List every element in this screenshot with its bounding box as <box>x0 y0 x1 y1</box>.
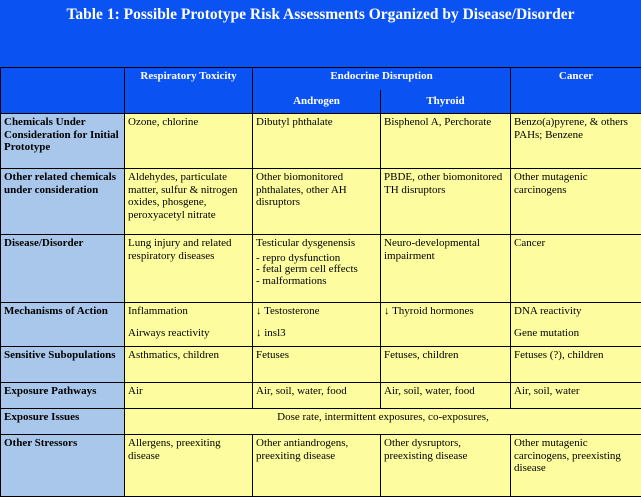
cell-mechanisms-respiratory <box>125 303 253 347</box>
cell-pathways-thyroid: Air, soil, water, food <box>381 383 511 409</box>
cell-mechanisms-thyroid <box>381 303 511 347</box>
cell-chemicals-androgen: Dibutyl phthalate <box>253 114 381 169</box>
list-item: - fetal germ cell effects <box>256 263 358 275</box>
table-title: Table 1: Possible Prototype Risk Assessments Organized by Disease/Disorder <box>0 0 641 67</box>
table-row <box>1 169 641 235</box>
cell-pathways-androgen: Air, soil, water, food <box>253 383 381 409</box>
cell-stressors-androgen: Other antiandrogens, preexiting disease <box>253 435 381 497</box>
cell-other-chemicals-androgen: Other biomonitored phthalates, other AH disruptors <box>253 169 381 235</box>
row-label-mechanisms: Mechanisms of Action <box>1 303 125 347</box>
cell-pathways-respiratory: Air <box>125 383 253 409</box>
mechanism-gene-mutation: Gene mutation <box>514 326 580 339</box>
table-row <box>1 435 641 497</box>
cell-other-chemicals-respiratory: Aldehydes, particulate matter, sulfur & nitrogen oxides, phosgene, peroxyacetyl nitrate <box>125 169 253 235</box>
mechanism-dna: DNA reactivity <box>514 305 582 317</box>
row-label-pathways: Exposure Pathways <box>1 383 125 409</box>
mechanism-airways: Airways reactivity <box>128 326 210 339</box>
row-label-other-chemicals: Other related chemicals under consideration <box>1 169 125 235</box>
cell-sensitive-thyroid: Fetuses, children <box>381 347 511 383</box>
row-label-stressors: Other Stressors <box>1 435 125 497</box>
down-arrow-icon: ↓ <box>256 326 262 339</box>
down-arrow-icon: ↓ <box>256 305 262 317</box>
cell-disease-androgen <box>253 235 381 303</box>
cell-sensitive-androgen: Fetuses <box>253 347 381 383</box>
cell-chemicals-respiratory: Ozone, chlorine <box>125 114 253 169</box>
table-row <box>1 303 641 347</box>
mechanism-thyroid-hormones: Thyroid hormones <box>392 305 474 317</box>
table-row <box>1 347 641 383</box>
header-respiratory: Respiratory Toxicity <box>125 68 253 114</box>
header-thyroid: Thyroid <box>381 90 511 114</box>
list-item: - malformations <box>256 274 327 287</box>
table-row <box>1 383 641 409</box>
row-label-chemicals: Chemicals Under Consideration for Initial Prototype <box>1 114 125 169</box>
table-row <box>1 114 641 169</box>
cell-pathways-cancer: Air, soil, water <box>511 383 641 409</box>
row-label-disease: Disease/Disorder <box>1 235 125 303</box>
table-row <box>1 235 641 303</box>
cell-other-chemicals-cancer: Other mutagenic carcinogens <box>511 169 641 235</box>
corner-cell <box>1 68 125 114</box>
header-cancer: Cancer <box>511 68 641 114</box>
mechanism-insl3: insl3 <box>264 326 286 339</box>
disease-androgen-title: Testicular dysgenensis <box>256 237 356 249</box>
row-label-sensitive: Sensitive Subopulations <box>1 347 125 383</box>
cell-disease-cancer: Cancer <box>511 235 641 303</box>
header-endocrine: Endocrine Disruption <box>253 68 511 90</box>
disease-androgen-list <box>256 253 377 288</box>
cell-sensitive-respiratory: Asthmatics, children <box>125 347 253 383</box>
cell-chemicals-thyroid: Bisphenol A, Perchorate <box>381 114 511 169</box>
cell-mechanisms-androgen <box>253 303 381 347</box>
cell-stressors-cancer: Other mutagenic carcinogens, preexisting disease <box>511 435 641 497</box>
risk-assessment-table <box>0 67 641 497</box>
cell-issues: Dose rate, intermittent exposures, co-exposures, <box>125 409 641 435</box>
cell-disease-thyroid: Neuro-developmental impairment <box>381 235 511 303</box>
mechanism-testosterone: Testosterone <box>264 305 320 317</box>
cell-stressors-respiratory: Allergens, preexiting disease <box>125 435 253 497</box>
list-item: - repro dysfunction <box>256 251 341 264</box>
cell-mechanisms-cancer <box>511 303 641 347</box>
cell-disease-respiratory: Lung injury and related respiratory diseases <box>125 235 253 303</box>
mechanism-inflammation: Inflammation <box>128 305 188 317</box>
cell-other-chemicals-thyroid: PBDE, other biomonitored TH disruptors <box>381 169 511 235</box>
header-androgen: Androgen <box>253 90 381 114</box>
down-arrow-icon: ↓ <box>384 305 390 317</box>
table-row <box>1 409 641 435</box>
cell-chemicals-cancer: Benzo(a)pyrene, & others PAHs; Benzene <box>511 114 641 169</box>
row-label-issues: Exposure Issues <box>1 409 125 435</box>
cell-stressors-thyroid: Other dysruptors, preexisting disease <box>381 435 511 497</box>
cell-sensitive-cancer: Fetuses (?), children <box>511 347 641 383</box>
